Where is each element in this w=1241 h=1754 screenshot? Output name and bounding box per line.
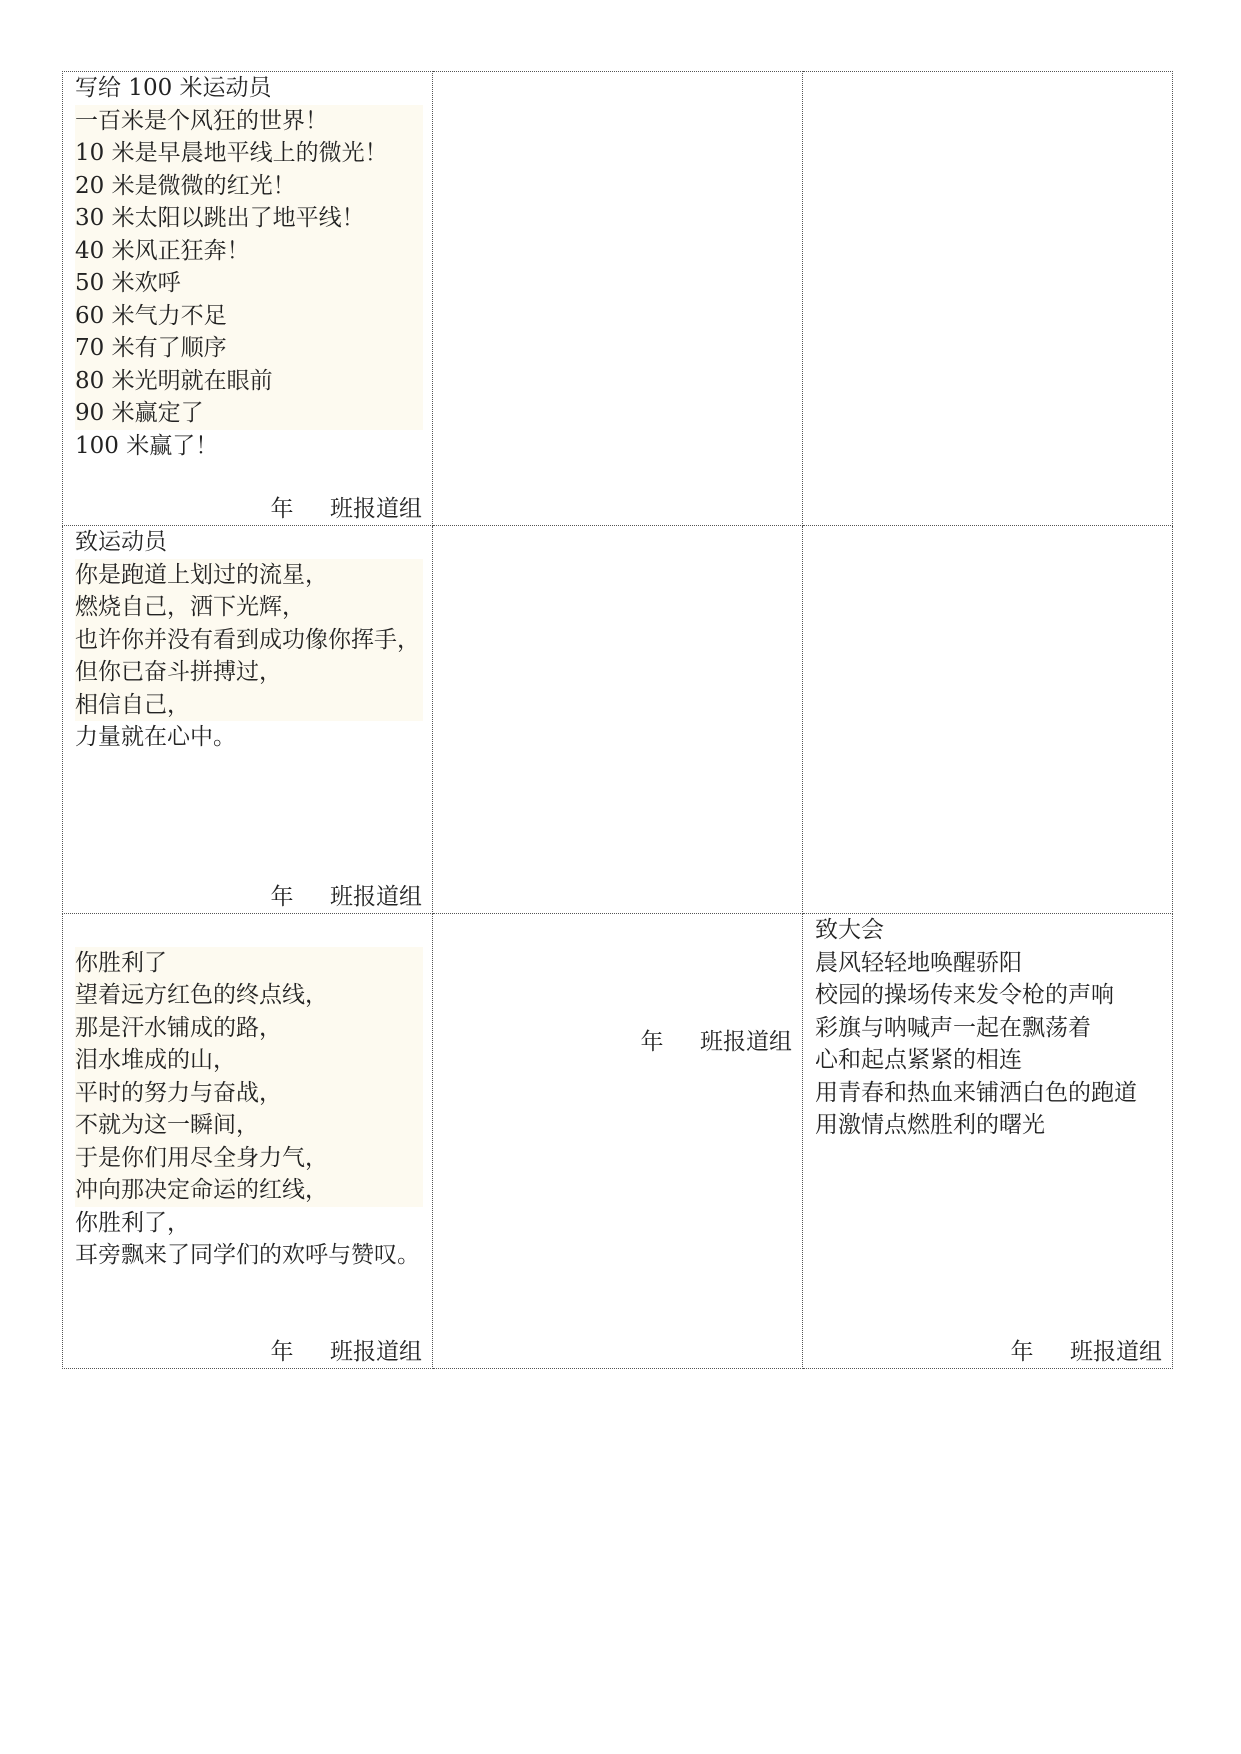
poem-line: 校园的操场传来发令枪的声响 [815, 982, 1114, 1008]
poem-line: 望着远方红色的终点线， [75, 982, 328, 1008]
poem-grid [62, 71, 1173, 1369]
poem-line: 你胜利了， [75, 1209, 190, 1236]
poem-line: 力量就在心中。 [75, 724, 236, 750]
cell-poem-victory [63, 914, 433, 1369]
cell-poem-athletes [63, 526, 433, 914]
empty-cell [803, 526, 1173, 914]
poem-line: 20 米是微微的红光！ [75, 172, 296, 199]
poem-line: 30 米太阳以跳出了地平线！ [75, 205, 365, 231]
empty-cell [803, 72, 1173, 526]
poem-line: 泪水堆成的山， [75, 1047, 236, 1073]
poem-line: 也许你并没有看到成功像你挥手， [75, 626, 420, 653]
poem-line: 你胜利了 [75, 949, 167, 976]
grid-row-1 [63, 72, 1173, 526]
cell-poem-100m [63, 72, 433, 526]
poem-line: 晨风轻轻地唤醒骄阳 [815, 949, 1022, 976]
grid-row-3 [63, 914, 1173, 1369]
poem-line: 但你已奋斗拼搏过， [75, 659, 282, 685]
poem-line: 相信自己， [75, 691, 190, 718]
poem-assembly [815, 914, 1163, 1142]
poem-line: 90 米赢定了 [75, 400, 204, 426]
poem-title: 致运动员 [75, 529, 167, 555]
poem-line: 80 米光明就在眼前 [75, 367, 273, 394]
poem-line: 你是跑道上划过的流星， [75, 561, 328, 588]
empty-cell [433, 72, 803, 526]
poem-line: 于是你们用尽全身力气， [75, 1144, 328, 1171]
poem-line: 心和起点紧紧的相连 [815, 1047, 1022, 1073]
poem-line: 100 米赢了！ [75, 432, 219, 459]
poem-line: 那是汗水铺成的路， [75, 1014, 282, 1041]
signature: 年 班报道组 [1010, 1339, 1162, 1365]
poem-line: 10 米是早晨地平线上的微光！ [75, 140, 388, 166]
poem-line: 冲向那决定命运的红线， [75, 1177, 328, 1203]
poem-line: 40 米风正狂奔！ [75, 237, 250, 264]
poem-line: 平时的努力与奋战， [75, 1079, 282, 1106]
poem-line: 耳旁飘来了同学们的欢呼与赞叹。 [75, 1242, 420, 1268]
poem-line: 用青春和热血来铺洒白色的跑道 [815, 1079, 1137, 1106]
empty-cell [433, 526, 803, 914]
poem-100m [75, 72, 423, 462]
poem-line: 60 米气力不足 [75, 302, 227, 329]
signature: 年 班报道组 [270, 496, 422, 522]
poem-title: 写给 100 米运动员 [75, 75, 272, 101]
poem-line: 一百米是个风狂的世界！ [75, 107, 328, 134]
poem-title: 致大会 [815, 917, 884, 943]
poem-line: 彩旗与呐喊声一起在飘荡着 [815, 1014, 1091, 1041]
poem-line: 不就为这一瞬间， [75, 1112, 259, 1138]
blank-line [75, 914, 423, 947]
poem-victory [75, 914, 423, 1272]
signature: 年 班报道组 [270, 884, 422, 910]
signature: 年 班报道组 [270, 1339, 422, 1365]
cell-middle-signature [433, 914, 803, 1369]
poem-line: 50 米欢呼 [75, 270, 181, 296]
poem-line: 燃烧自己，洒下光辉， [75, 594, 305, 620]
cell-poem-assembly [803, 914, 1173, 1369]
signature: 年 班报道组 [640, 1029, 792, 1055]
grid-row-2 [63, 526, 1173, 914]
poem-line: 70 米有了顺序 [75, 335, 227, 361]
poem-line: 用激情点燃胜利的曙光 [815, 1112, 1045, 1138]
poem-athletes [75, 526, 423, 754]
